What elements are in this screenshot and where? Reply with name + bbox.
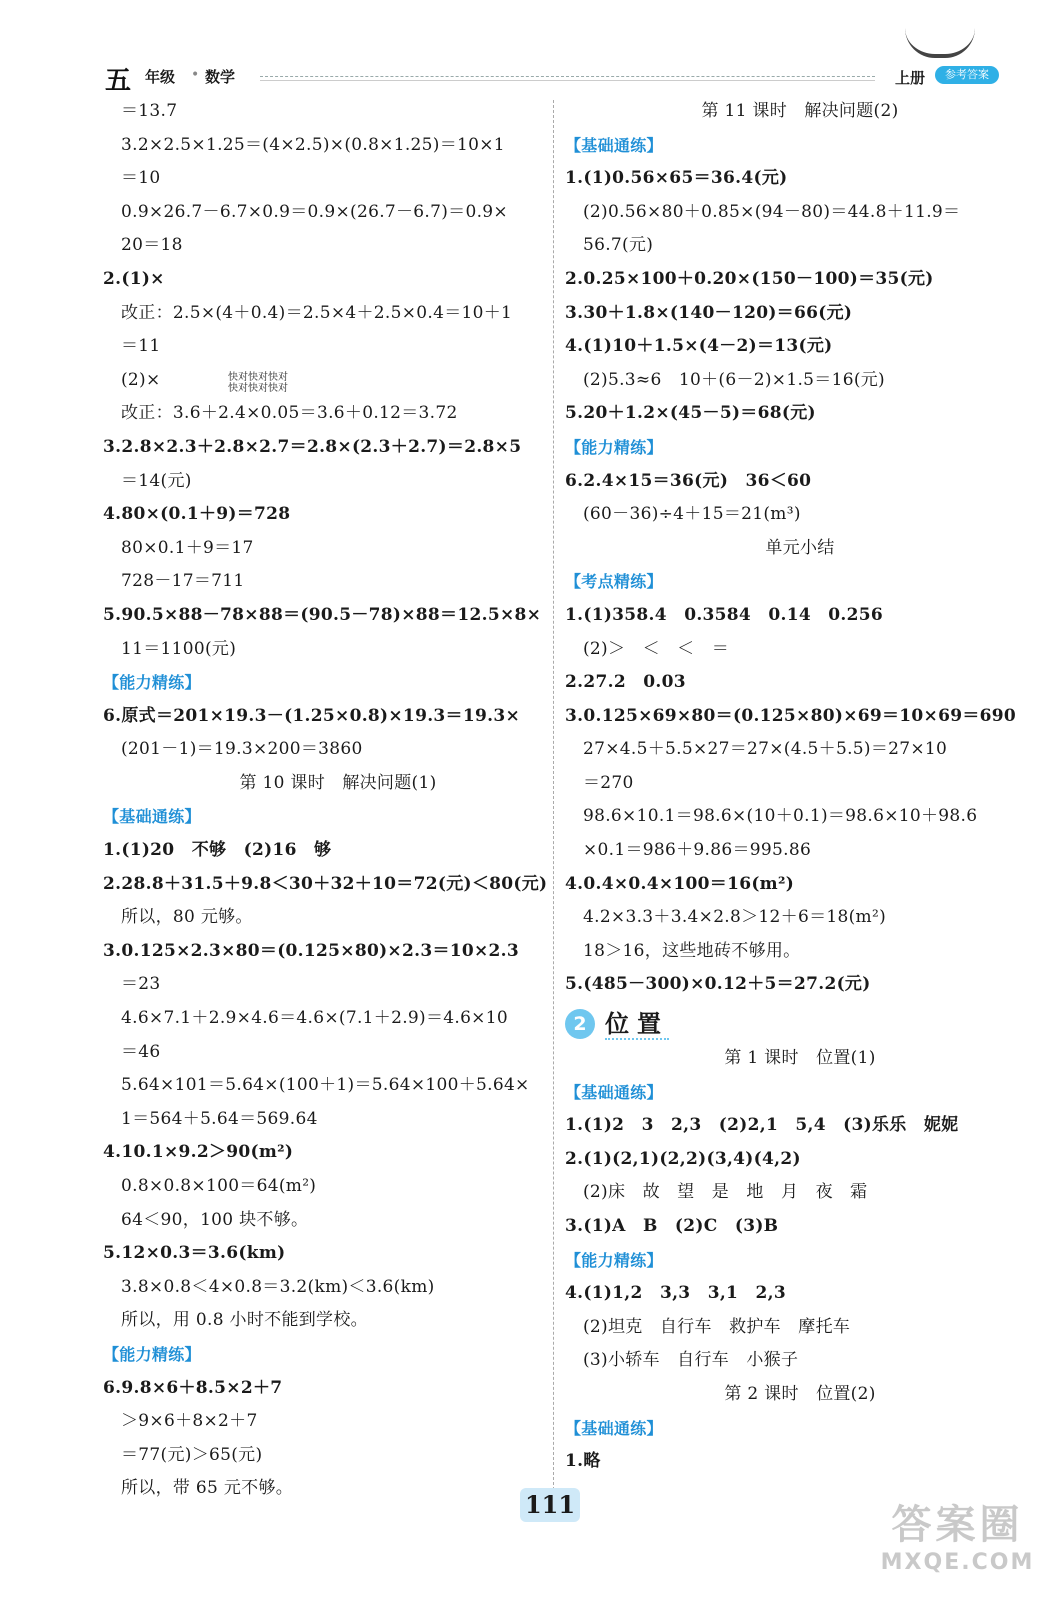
answer-line: 27×4.5＋5.5×27＝27×(4.5＋5.5)＝27×10 xyxy=(583,739,948,760)
answer-line: 4.(1)1,2 3,3 3,1 2,3 xyxy=(565,1283,786,1304)
answer-line: 3.8×0.8＜4×0.8＝3.2(km)＜3.6(km) xyxy=(121,1276,435,1297)
header-rule xyxy=(260,76,875,77)
answer-line: 728－17＝711 xyxy=(121,571,245,592)
page-number: 111 xyxy=(520,1488,580,1522)
section-tag: 【能力精练】 xyxy=(103,673,201,693)
answer-line: 1.(1)358.4 0.3584 0.14 0.256 xyxy=(565,604,883,625)
section-tag: 【基础通练】 xyxy=(565,1082,663,1102)
section-tag: 【基础通练】 xyxy=(565,1418,663,1438)
answer-line: ＞9×6＋8×2＋7 xyxy=(121,1411,258,1432)
unit-title: 位置 xyxy=(605,1008,669,1038)
lesson-title: 第 11 课时 解决问题(2) xyxy=(701,101,899,121)
header-decoration xyxy=(905,28,975,58)
answer-line: 所以，带 65 元不够。 xyxy=(121,1478,294,1499)
answer-line: ＝46 xyxy=(121,1041,161,1062)
answer-line: 56.7(元) xyxy=(583,235,654,256)
answer-line: 98.6×10.1＝98.6×(10＋0.1)＝98.6×10＋98.6 xyxy=(583,806,978,827)
answer-line: 4.6×7.1＋2.9×4.6＝4.6×(7.1＋2.9)＝4.6×10 xyxy=(121,1008,508,1029)
answer-line: ＝13.7 xyxy=(121,101,178,121)
answer-line: ＝77(元)＞65(元) xyxy=(121,1444,263,1465)
answer-line: 所以，用 0.8 小时不能到学校。 xyxy=(121,1310,368,1331)
answer-line: 5.12×0.3＝3.6(km) xyxy=(103,1243,286,1264)
answer-line: 1.(1)2 3 2,3 (2)2,1 5,4 (3)乐乐 妮妮 xyxy=(565,1115,959,1136)
answer-line: 2.(1)(2,1)(2,2)(3,4)(4,2) xyxy=(565,1148,801,1169)
answer-line: (2)5.3≈6 10＋(6－2)×1.5＝16(元) xyxy=(583,369,885,390)
answer-line: (2)＞ ＜ ＜ ＝ xyxy=(583,638,730,659)
answer-line: ×0.1＝986＋9.86＝995.86 xyxy=(583,840,812,861)
answer-line: 80×0.1＋9＝17 xyxy=(121,537,254,558)
answer-line: 64＜90，100 块不够。 xyxy=(121,1209,309,1230)
answer-line: 3.2.8×2.3＋2.8×2.7＝2.8×(2.3＋2.7)＝2.8×5 xyxy=(103,436,522,457)
section-tag: 【考点精练】 xyxy=(565,572,663,592)
answer-line: (2)床 故 望 是 地 月 夜 霜 xyxy=(583,1182,868,1203)
answer-line: 11＝1100(元) xyxy=(121,638,237,659)
answer-line: (3)小轿车 自行车 小猴子 xyxy=(583,1350,799,1371)
answer-line: ＝270 xyxy=(583,772,634,793)
grade-label: 年级 xyxy=(145,68,176,86)
answer-line: 5.90.5×88－78×88＝(90.5－78)×88＝12.5×8× xyxy=(103,604,542,625)
answer-line: ＝11 xyxy=(121,336,161,357)
answer-line: 3.0.125×2.3×80＝(0.125×80)×2.3＝10×2.3 xyxy=(103,940,520,961)
answer-line: (60－36)÷4＋15＝21(m³) xyxy=(583,504,801,525)
answer-line: ＝23 xyxy=(121,974,161,995)
volume-label: 上册 xyxy=(895,69,926,87)
lesson-title: 第 2 课时 位置(2) xyxy=(724,1383,876,1404)
lesson-title: 第 1 课时 位置(1) xyxy=(724,1048,876,1069)
answer-line: 改正：2.5×(4＋0.4)＝2.5×4＋2.5×0.4＝10＋1 xyxy=(121,302,513,323)
answer-line: 0.9×26.7－6.7×0.9＝0.9×(26.7－6.7)＝0.9× xyxy=(121,201,508,222)
right-column-top xyxy=(565,95,1035,1002)
answer-line: 所以，80 元够。 xyxy=(121,907,253,928)
answer-line: ＝14(元) xyxy=(121,470,192,491)
answer-line: 3.30＋1.8×(140－120)＝66(元) xyxy=(565,302,853,323)
answer-line: 2.28.8＋31.5＋9.8＜30＋32＋10＝72(元)＜80(元) xyxy=(103,873,548,894)
answer-line: 5.(485－300)×0.12＋5＝27.2(元) xyxy=(565,974,871,995)
answer-line: 1.略 xyxy=(565,1451,601,1472)
answer-line: 4.0.4×0.4×100＝16(m²) xyxy=(565,873,795,894)
answer-line: 3.2×2.5×1.25＝(4×2.5)×(0.8×1.25)＝10×1 xyxy=(121,134,505,155)
answer-line: 改正：3.6＋2.4×0.05＝3.6＋0.12＝3.72 xyxy=(121,403,458,424)
answer-line: 1＝564＋5.64＝569.64 xyxy=(121,1108,318,1129)
unit-number-badge: 2 xyxy=(565,1009,595,1039)
answer-line: (2)0.56×80＋0.85×(94－80)＝44.8＋11.9＝ xyxy=(583,201,961,222)
answer-line: 4.(1)10＋1.5×(4－2)＝13(元) xyxy=(565,336,833,357)
subject-label: 数学 xyxy=(205,68,236,86)
grade-char: 五 xyxy=(105,66,132,96)
overlay-line: 快对快对快对 xyxy=(228,383,288,394)
answer-line: ＝10 xyxy=(121,168,161,189)
handwriting-overlay xyxy=(228,372,288,394)
answer-line: 3.(1)A B (2)C (3)B xyxy=(565,1216,779,1236)
section-tag: 【能力精练】 xyxy=(565,437,663,457)
right-column-bottom xyxy=(565,1042,1035,1479)
lesson-title: 单元小结 xyxy=(765,537,835,558)
section-tag: 【能力精练】 xyxy=(565,1250,663,1270)
answer-line: 1.(1)0.56×65＝36.4(元) xyxy=(565,168,788,189)
answer-line: (2)× xyxy=(121,369,161,390)
section-tag: 【能力精练】 xyxy=(103,1344,201,1364)
watermark-text: 答案圈 xyxy=(891,1502,1024,1548)
lesson-title: 第 10 课时 解决问题(1) xyxy=(239,772,437,793)
section-tag: 【基础通练】 xyxy=(103,807,201,827)
answer-badge: 参考答案 xyxy=(935,66,999,84)
column-divider xyxy=(553,100,554,1495)
answer-line: 4.10.1×9.2＞90(m²) xyxy=(103,1142,294,1163)
answer-line: 20＝18 xyxy=(121,235,183,256)
watermark-url: MXQE.COM xyxy=(880,1550,1035,1575)
answer-line: 18＞16，这些地砖不够用。 xyxy=(583,940,801,961)
watermark-logo xyxy=(870,1500,1045,1576)
answer-line: 3.0.125×69×80＝(0.125×80)×69＝10×69＝690 xyxy=(565,705,1017,726)
answer-line: 6.2.4×15＝36(元) 36＜60 xyxy=(565,470,812,491)
answer-line: (2)坦克 自行车 救护车 摩托车 xyxy=(583,1316,851,1337)
answer-line: 6.原式＝201×19.3－(1.25×0.8)×19.3＝19.3× xyxy=(103,705,520,726)
answer-line: 1.(1)20 不够 (2)16 够 xyxy=(103,840,332,861)
unit-heading xyxy=(565,1002,1035,1042)
answer-line: 5.64×101＝5.64×(100＋1)＝5.64×100＋5.64× xyxy=(121,1075,530,1096)
section-tag: 【基础通练】 xyxy=(565,135,663,155)
answer-line: 2.27.2 0.03 xyxy=(565,672,686,693)
answer-line: (201－1)＝19.3×200＝3860 xyxy=(121,739,363,760)
answer-line: 2.0.25×100＋0.20×(150－100)＝35(元) xyxy=(565,268,934,289)
answer-line: 0.8×0.8×100＝64(m²) xyxy=(121,1176,317,1196)
page-header xyxy=(0,0,1061,100)
overlay-line: 快对快对快对 xyxy=(228,372,288,383)
answer-line: 6.9.8×6＋8.5×2＋7 xyxy=(103,1377,283,1398)
answer-line: 4.2×3.3＋3.4×2.8＞12＋6＝18(m²) xyxy=(583,907,887,928)
answer-line: 5.20＋1.2×(45－5)＝68(元) xyxy=(565,403,816,424)
header-rule-solid xyxy=(260,80,875,81)
separator-dot: • xyxy=(191,67,200,83)
answer-line: 2.(1)× xyxy=(103,268,165,289)
answer-line: 4.80×(0.1＋9)＝728 xyxy=(103,504,291,525)
right-column xyxy=(565,95,1035,1479)
left-column xyxy=(103,95,573,1506)
